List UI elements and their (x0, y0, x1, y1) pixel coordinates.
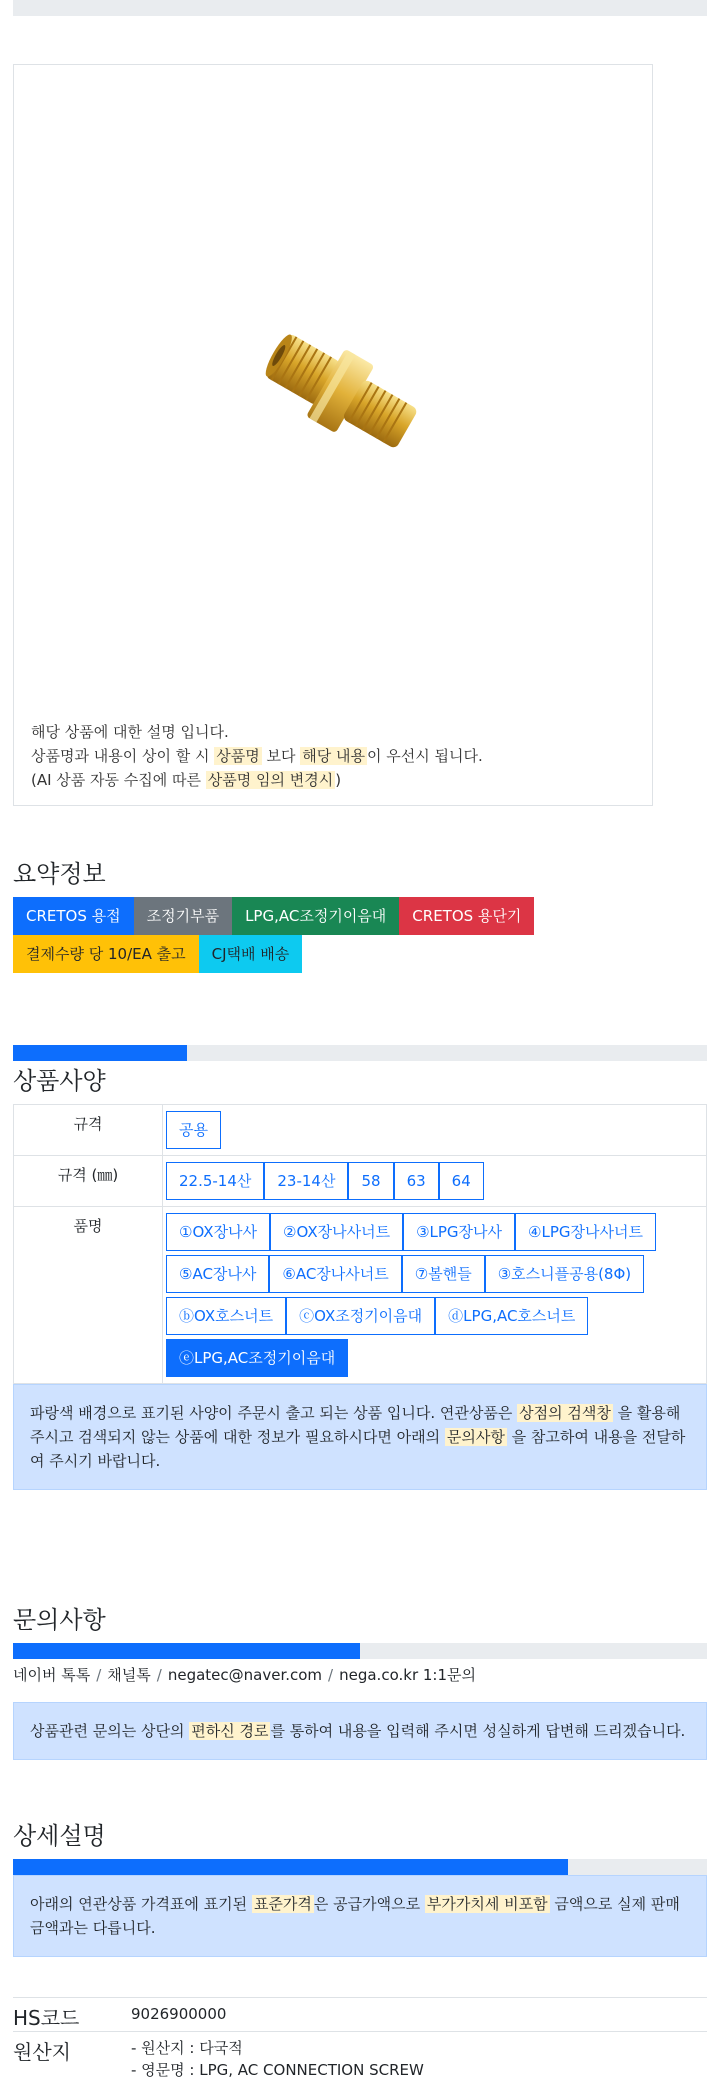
inquiry-progress-bar (13, 1643, 707, 1659)
detail-notice (13, 1875, 707, 1957)
product-info-table (13, 1997, 707, 2081)
product-image-card (13, 64, 653, 806)
spec-label: 규격 (14, 1105, 163, 1156)
option-item-11[interactable]: ⓓLPG,AC호스너트 (435, 1297, 588, 1335)
notice-text: 파랑색 배경으로 표기된 사양이 주문시 출고 되는 상품 입니다. 연관상품은 (30, 1404, 518, 1422)
option-size-22-5[interactable]: 22.5-14산 (166, 1162, 264, 1200)
option-item-12-selected[interactable]: ⓔLPG,AC조정기이음대 (166, 1339, 348, 1377)
highlight-inquiry: 문의사항 (446, 1428, 505, 1446)
notice-text: 금액으로 실제 판매금액과는 다릅니다. (30, 1895, 680, 1937)
highlight-content: 해당 내용 (302, 747, 365, 765)
notice-text: 을 활용해 주시고 검색되지 않는 상품에 대한 정보가 필요하시다면 아래의 (30, 1404, 681, 1446)
notice-text: 를 통하여 내용을 입력해 주시면 성실하게 답변해 드리겠습니다. (270, 1722, 686, 1740)
summary-section (13, 854, 707, 973)
spec-label: 규격 (㎜) (14, 1156, 163, 1207)
option-group (166, 1211, 686, 1379)
spec-options (163, 1105, 707, 1156)
spec-progress-bar (13, 1045, 707, 1061)
desc-text: ) (335, 771, 342, 789)
spec-section (13, 1045, 707, 1490)
spec-options (163, 1156, 707, 1207)
breadcrumb-separator: / (156, 1666, 162, 1684)
spec-progress-fill (13, 1045, 187, 1061)
option-item-8[interactable]: ③호스니플공용(8Φ) (485, 1255, 644, 1293)
info-value (131, 1998, 707, 2032)
badge-regulator-parts[interactable]: 조정기부품 (134, 897, 232, 935)
top-progress-bar (13, 0, 707, 16)
option-size-23[interactable]: 23-14산 (264, 1162, 348, 1200)
spec-table (13, 1104, 707, 1384)
spec-title: 상품사양 (13, 1067, 106, 1095)
desc-line-1: 해당 상품에 대한 설명 입니다. (31, 723, 229, 741)
option-item-6[interactable]: ⑥AC장나사너트 (269, 1255, 401, 1293)
detail-progress-bar (13, 1859, 707, 1875)
spec-row-item (14, 1207, 707, 1384)
spec-notice (13, 1384, 707, 1490)
product-description (31, 720, 483, 792)
notice-text: 을 참고하여 내용을 전달하여 주시기 바랍니다. (30, 1428, 686, 1470)
channel-site-inquiry[interactable]: nega.co.kr 1:1문의 (339, 1666, 476, 1684)
info-value-line: - 원산지 : 다국적 (131, 2039, 243, 2057)
badge-lpg-ac-connector[interactable]: LPG,AC조정기이음대 (232, 897, 399, 935)
info-row-origin (13, 2032, 707, 2082)
spec-row-standard (14, 1105, 707, 1156)
option-group (166, 1109, 686, 1151)
highlight-product-name: 상품명 (216, 747, 260, 765)
info-value-line: - 영문명 : LPG, AC CONNECTION SCREW (131, 2061, 424, 2079)
summary-title: 요약정보 (13, 860, 106, 888)
option-item-1[interactable]: ①OX장나사 (166, 1213, 270, 1251)
desc-text: 이 우선시 됩니다. (366, 747, 483, 765)
channel-channeltalk[interactable]: 채널톡 (107, 1666, 151, 1684)
inquiry-progress-fill (13, 1643, 360, 1659)
badge-cj-delivery: CJ택배 배송 (199, 935, 303, 973)
option-item-3[interactable]: ③LPG장나사 (403, 1213, 515, 1251)
breadcrumb-separator: / (328, 1666, 334, 1684)
highlight-vat: 부가가치세 비포함 (426, 1895, 548, 1913)
option-item-2[interactable]: ②OX장나사너트 (270, 1213, 403, 1251)
option-item-5[interactable]: ⑤AC장나사 (166, 1255, 269, 1293)
highlight-standard-price: 표준가격 (253, 1895, 312, 1913)
desc-line-2 (31, 744, 483, 768)
highlight-path: 편하신 경로 (191, 1722, 269, 1740)
notice-text: 은 공급가액으로 (313, 1895, 425, 1913)
inquiry-section (13, 1600, 707, 1760)
summary-badges (13, 897, 613, 973)
desc-text: 보다 (261, 747, 301, 765)
channel-naver-talk[interactable]: 네이버 톡톡 (13, 1666, 91, 1684)
option-item-10[interactable]: ⓒOX조정기이음대 (286, 1297, 435, 1335)
option-size-64[interactable]: 64 (439, 1162, 484, 1200)
option-size-63[interactable]: 63 (394, 1162, 439, 1200)
spec-row-size (14, 1156, 707, 1207)
info-key: HS코드 (13, 1998, 131, 2032)
highlight-name-change: 상품명 임의 변경시 (207, 771, 334, 789)
channel-email[interactable]: negatec@naver.com (167, 1666, 323, 1684)
inquiry-channels (13, 1663, 707, 1687)
info-value-line: 9026900000 (131, 2005, 227, 2023)
spec-options (163, 1207, 707, 1384)
info-row-hs-code (13, 1998, 707, 2032)
info-key: 원산지 (13, 2032, 131, 2082)
badge-shipping-qty: 결제수량 당 10/EA 출고 (13, 935, 199, 973)
notice-text: 상품관련 문의는 상단의 (30, 1722, 190, 1740)
info-value (131, 2032, 707, 2082)
detail-title: 상세설명 (13, 1822, 106, 1850)
option-item-4[interactable]: ④LPG장나사너트 (515, 1213, 656, 1251)
option-group (166, 1160, 686, 1202)
brass-connector-image (257, 317, 427, 467)
option-size-58[interactable]: 58 (348, 1162, 393, 1200)
desc-text: 상품명과 내용이 상이 할 시 (31, 747, 215, 765)
inquiry-notice (13, 1702, 707, 1760)
detail-progress-fill (13, 1859, 568, 1875)
highlight-search: 상점의 검색창 (519, 1404, 611, 1422)
detail-section (13, 1816, 707, 2081)
breadcrumb-separator: / (96, 1666, 102, 1684)
option-item-7[interactable]: ⑦볼핸들 (402, 1255, 485, 1293)
option-item-9[interactable]: ⓑOX호스너트 (166, 1297, 286, 1335)
spec-label: 품명 (14, 1207, 163, 1384)
badge-cretos-welding[interactable]: CRETOS 용접 (13, 897, 134, 935)
notice-text: 아래의 연관상품 가격표에 표기된 (30, 1895, 252, 1913)
option-common[interactable]: 공용 (166, 1111, 221, 1149)
desc-line-3 (31, 768, 483, 792)
badge-cretos-cutter[interactable]: CRETOS 용단기 (399, 897, 534, 935)
inquiry-title: 문의사항 (13, 1606, 106, 1634)
desc-text: (AI 상품 자동 수집에 따른 (31, 771, 206, 789)
